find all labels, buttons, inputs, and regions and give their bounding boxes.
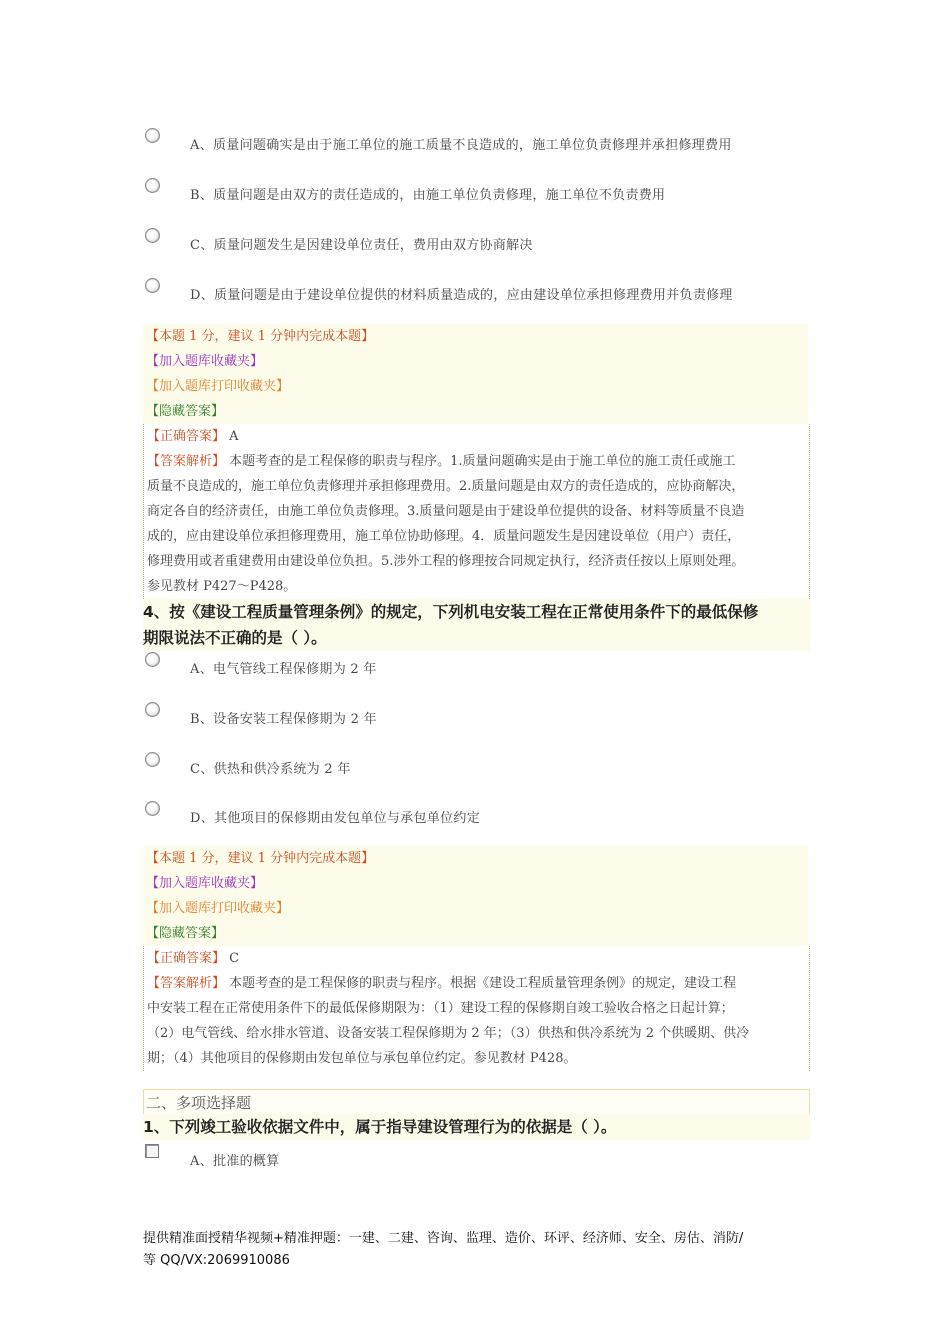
- add-print-favorites-link[interactable]: 【加入题库打印收藏夹】: [146, 901, 290, 916]
- option-b[interactable]: [145, 178, 805, 208]
- option-label: D、其他项目的保修期由发包单位与承包单位约定: [190, 811, 481, 826]
- section-header: 二、多项选择题: [143, 1089, 810, 1114]
- option-b[interactable]: [145, 702, 805, 732]
- analysis-label: 【答案解析】: [147, 976, 226, 991]
- add-favorites-link[interactable]: 【加入题库收藏夹】: [146, 354, 264, 369]
- footer-line: 等 QQ/VX:2069910086: [143, 1253, 290, 1268]
- hide-answer-link[interactable]: 【隐藏答案】: [146, 404, 225, 419]
- radio-button[interactable]: [145, 228, 160, 243]
- score-info: 【本题 1 分，建议 1 分钟内完成本题】: [146, 329, 375, 344]
- radio-button[interactable]: [145, 278, 160, 293]
- correct-answer-label: 【正确答案】: [147, 429, 226, 444]
- option-a[interactable]: [145, 1144, 805, 1174]
- analysis-line: 中安装工程在正常使用条件下的最低保修期限为：（1）建设工程的保修期自竣工验收合格之日起计算；: [147, 1001, 734, 1016]
- option-label: D、质量问题是由于建设单位提供的材料质量造成的，应由建设单位承担修理费用并负责修理: [190, 288, 733, 303]
- option-label: A、批准的概算: [190, 1154, 280, 1169]
- question-meta: [143, 846, 808, 946]
- option-d[interactable]: [145, 801, 805, 831]
- hide-answer-link[interactable]: 【隐藏答案】: [146, 926, 225, 941]
- radio-button[interactable]: [145, 702, 160, 717]
- correct-answer-value: C: [225, 951, 240, 966]
- correct-answer: [144, 424, 809, 449]
- question-meta: [143, 324, 808, 424]
- option-a[interactable]: [145, 652, 805, 682]
- analysis-line: 期；（4）其他项目的保修期由发包单位与承包单位约定。参见教材 P428。: [147, 1051, 577, 1066]
- analysis-line: 【答案解析】 本题考查的是工程保修的职责与程序。1.质量问题确实是由于施工单位的施工责任或施工: [147, 454, 736, 469]
- analysis-line: 修理费用或者重建费用由建设单位负担。5.涉外工程的修理按合同规定执行，经济责任按以上原则处理。: [147, 554, 745, 569]
- analysis-line: 质量不良造成的，施工单位负责修理并承担修理费用。2.质量问题是由双方的责任造成的，应协商解决，: [147, 479, 745, 494]
- option-label: B、质量问题是由双方的责任造成的，由施工单位负责修理，施工单位不负责费用: [190, 188, 666, 203]
- option-label: C、供热和供冷系统为 2 年: [190, 762, 351, 777]
- option-c[interactable]: [145, 228, 805, 258]
- option-label: A、质量问题确实是由于施工单位的施工质量不良造成的，施工单位负责修理并承担修理费用: [190, 138, 732, 153]
- correct-answer: [144, 946, 809, 971]
- question-title: 1、下列竣工验收依据文件中，属于指导建设管理行为的依据是（ ）。: [143, 1114, 810, 1140]
- radio-button[interactable]: [145, 128, 160, 143]
- radio-button[interactable]: [145, 801, 160, 816]
- analysis-line: 商定各自的经济责任，由施工单位负责修理。3.质量问题是由于建设单位提供的设备、材料等质量不良造: [147, 504, 745, 519]
- option-d[interactable]: [145, 278, 805, 308]
- score-info: 【本题 1 分，建议 1 分钟内完成本题】: [146, 851, 375, 866]
- answer-panel: [143, 424, 810, 599]
- option-label: A、电气管线工程保修期为 2 年: [190, 662, 377, 677]
- add-print-favorites-link[interactable]: 【加入题库打印收藏夹】: [146, 379, 290, 394]
- checkbox[interactable]: [145, 1144, 159, 1158]
- question-title: 4、按《建设工程质量管理条例》的规定，下列机电安装工程在正常使用条件下的最低保修 期限说法不正确的是（ ）。: [143, 599, 810, 651]
- analysis-line: 参见教材 P427～P428。: [147, 579, 297, 594]
- radio-button[interactable]: [145, 178, 160, 193]
- footer-note: [143, 1228, 823, 1272]
- option-c[interactable]: [145, 752, 805, 782]
- radio-button[interactable]: [145, 652, 160, 667]
- analysis-line: （2）电气管线、给水排水管道、设备安装工程保修期为 2 年；（3）供热和供冷系统为 2 个供暖期、供冷: [147, 1026, 750, 1041]
- answer-panel: [143, 946, 810, 1071]
- option-label: B、设备安装工程保修期为 2 年: [190, 712, 377, 727]
- analysis-line: 成的，应由建设单位承担修理费用，施工单位协助修理。4．质量问题发生是因建设单位（用户）责任，: [147, 529, 741, 544]
- radio-button[interactable]: [145, 752, 160, 767]
- footer-line: 提供精准面授精华视频+精准押题：一建、二建、咨询、监理、造价、环评、经济师、安全、房估、消防/: [143, 1231, 744, 1246]
- option-label: C、质量问题发生是因建设单位责任，费用由双方协商解决: [190, 238, 533, 253]
- correct-answer-value: A: [225, 429, 239, 444]
- option-a[interactable]: [145, 128, 805, 158]
- analysis-line: 【答案解析】 本题考查的是工程保修的职责与程序。根据《建设工程质量管理条例》的规定，建设工程: [147, 976, 737, 991]
- analysis-label: 【答案解析】: [147, 454, 226, 469]
- add-favorites-link[interactable]: 【加入题库收藏夹】: [146, 876, 264, 891]
- correct-answer-label: 【正确答案】: [147, 951, 226, 966]
